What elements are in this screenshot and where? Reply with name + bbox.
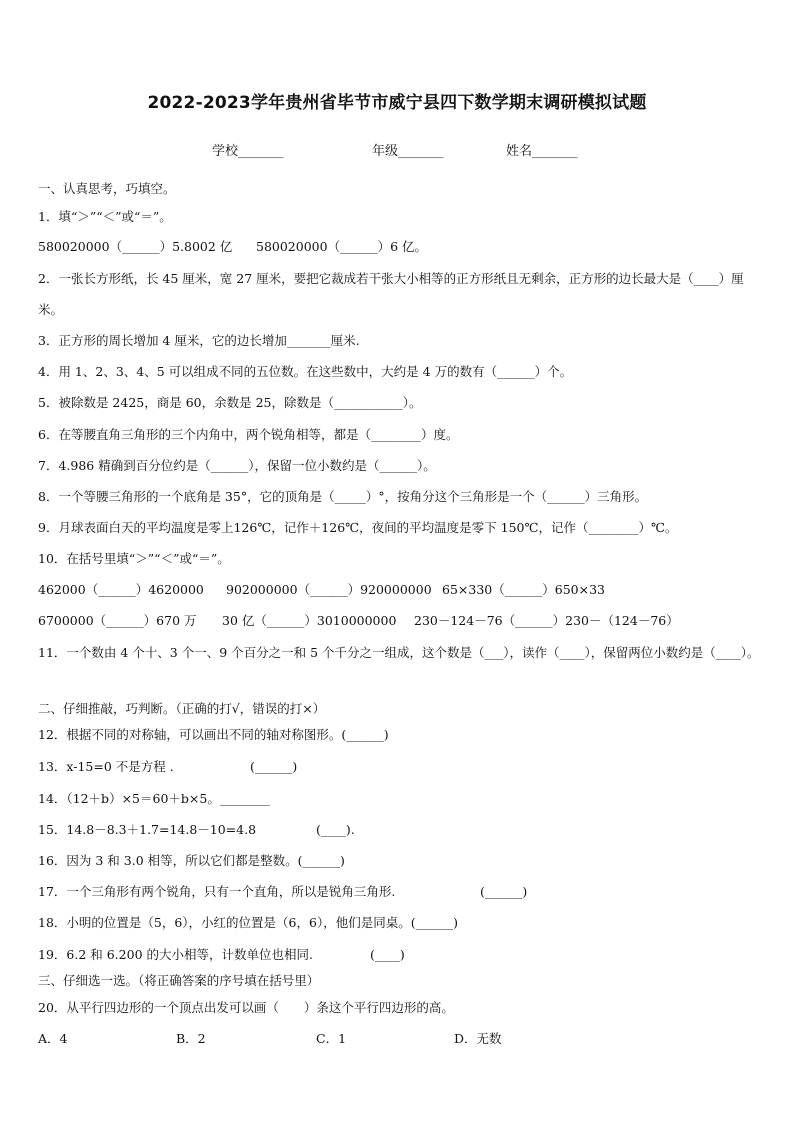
question-16: 16．因为 3 和 3.0 相等，所以它们都是整数。(______) — [38, 853, 345, 868]
section-heading-1: 一、认真思考，巧填空。 — [38, 181, 176, 196]
question-3: 3．正方形的周长增加 4 厘米，它的边长增加_______厘米. — [38, 333, 360, 348]
grade-field: 年级_______ — [372, 144, 444, 159]
question-10-item: 65×330（______）650×33 — [442, 582, 605, 597]
question-11: 11．一个数由 4 个十、3 个一、9 个百分之一和 5 个千分之一组成，这个数是（___），读作（____），保留两位小数约是（____）。 — [38, 645, 760, 660]
question-5: 5．被除数是 2425，商是 60，余数是 25，除数是（___________）。 — [38, 395, 422, 410]
question-2: 2．一张长方形纸，长 45 厘米，宽 27 厘米，要把它裁成若干张大小相等的正方形纸且无剩余，正方形的边长最大是（____）厘米。 — [38, 271, 744, 317]
question-18: 18．小明的位置是（5，6），小红的位置是（6，6），他们是同桌。(______) — [38, 915, 458, 930]
question-10: 10．在括号里填“＞”“＜”或“＝”。 — [38, 551, 230, 566]
school-field: 学校_______ — [212, 144, 284, 159]
question-14: 14．（12＋b）×5＝60＋b×5。________ — [38, 791, 270, 806]
question-19: 19．6.2 和 6.200 的大小相等，计数单位也相同. — [38, 947, 313, 962]
question-10-item: 462000（______）4620000 — [38, 582, 204, 597]
section-heading-2: 二、仔细推敲，巧判断。（正确的打√，错误的打×） — [38, 701, 326, 716]
question-6: 6．在等腰直角三角形的三个内角中，两个锐角相等，都是（________）度。 — [38, 427, 459, 442]
option-b: B．2 — [176, 1031, 206, 1046]
option-a: A．4 — [38, 1031, 68, 1046]
answer-blank: (______) — [250, 759, 298, 774]
question-10-item: 6700000（______）670 万 — [38, 613, 197, 628]
question-7: 7．4.986 精确到百分位约是（______），保留一位小数约是（______）。 — [38, 458, 436, 473]
question-1: 1．填“＞”“＜”或“＝”。 — [38, 209, 172, 224]
question-1-item-b: 580020000（______）6 亿。 — [256, 239, 428, 254]
answer-blank: (______) — [480, 884, 528, 899]
question-9: 9．月球表面白天的平均温度是零上126℃，记作＋126℃，夜间的平均温度是零下 150℃，记作（________）℃。 — [38, 520, 678, 535]
answer-blank: (____) — [370, 947, 405, 962]
question-10-item: 30 亿（______）3010000000 — [222, 613, 397, 628]
question-4: 4．用 1、2、3、4、5 可以组成不同的五位数。在这些数中，大约是 4 万的数有（______）个。 — [38, 364, 573, 379]
option-c: C．1 — [316, 1031, 347, 1046]
question-8: 8．一个等腰三角形的一个底角是 35°，它的顶角是（_____）°，按角分这个三角形是一个（______）三角形。 — [38, 489, 648, 504]
question-1-item-a: 580020000（______）5.8002 亿 — [38, 239, 233, 254]
section-heading-3: 三、仔细选一选。（将正确答案的序号填在括号里） — [38, 973, 320, 988]
question-10-item: 230－124－76（______）230－（124－76） — [414, 613, 679, 628]
answer-blank: (____). — [316, 822, 355, 837]
name-field: 姓名_______ — [506, 144, 578, 159]
question-20: 20．从平行四边形的一个顶点出发可以画（ ）条这个平行四边形的高。 — [38, 1000, 454, 1015]
option-d: D．无数 — [454, 1031, 502, 1046]
question-13: 13．x-15=0 不是方程 . — [38, 759, 174, 774]
page-title: 2022-2023学年贵州省毕节市威宁县四下数学期末调研模拟试题 — [147, 93, 647, 113]
question-15: 15．14.8－8.3＋1.7=14.8－10=4.8 — [38, 822, 257, 837]
question-17: 17．一个三角形有两个锐角，只有一个直角，所以是锐角三角形. — [38, 884, 396, 899]
question-10-item: 902000000（______）920000000 — [226, 582, 432, 597]
question-12: 12．根据不同的对称轴，可以画出不同的轴对称图形。(______) — [38, 727, 389, 742]
